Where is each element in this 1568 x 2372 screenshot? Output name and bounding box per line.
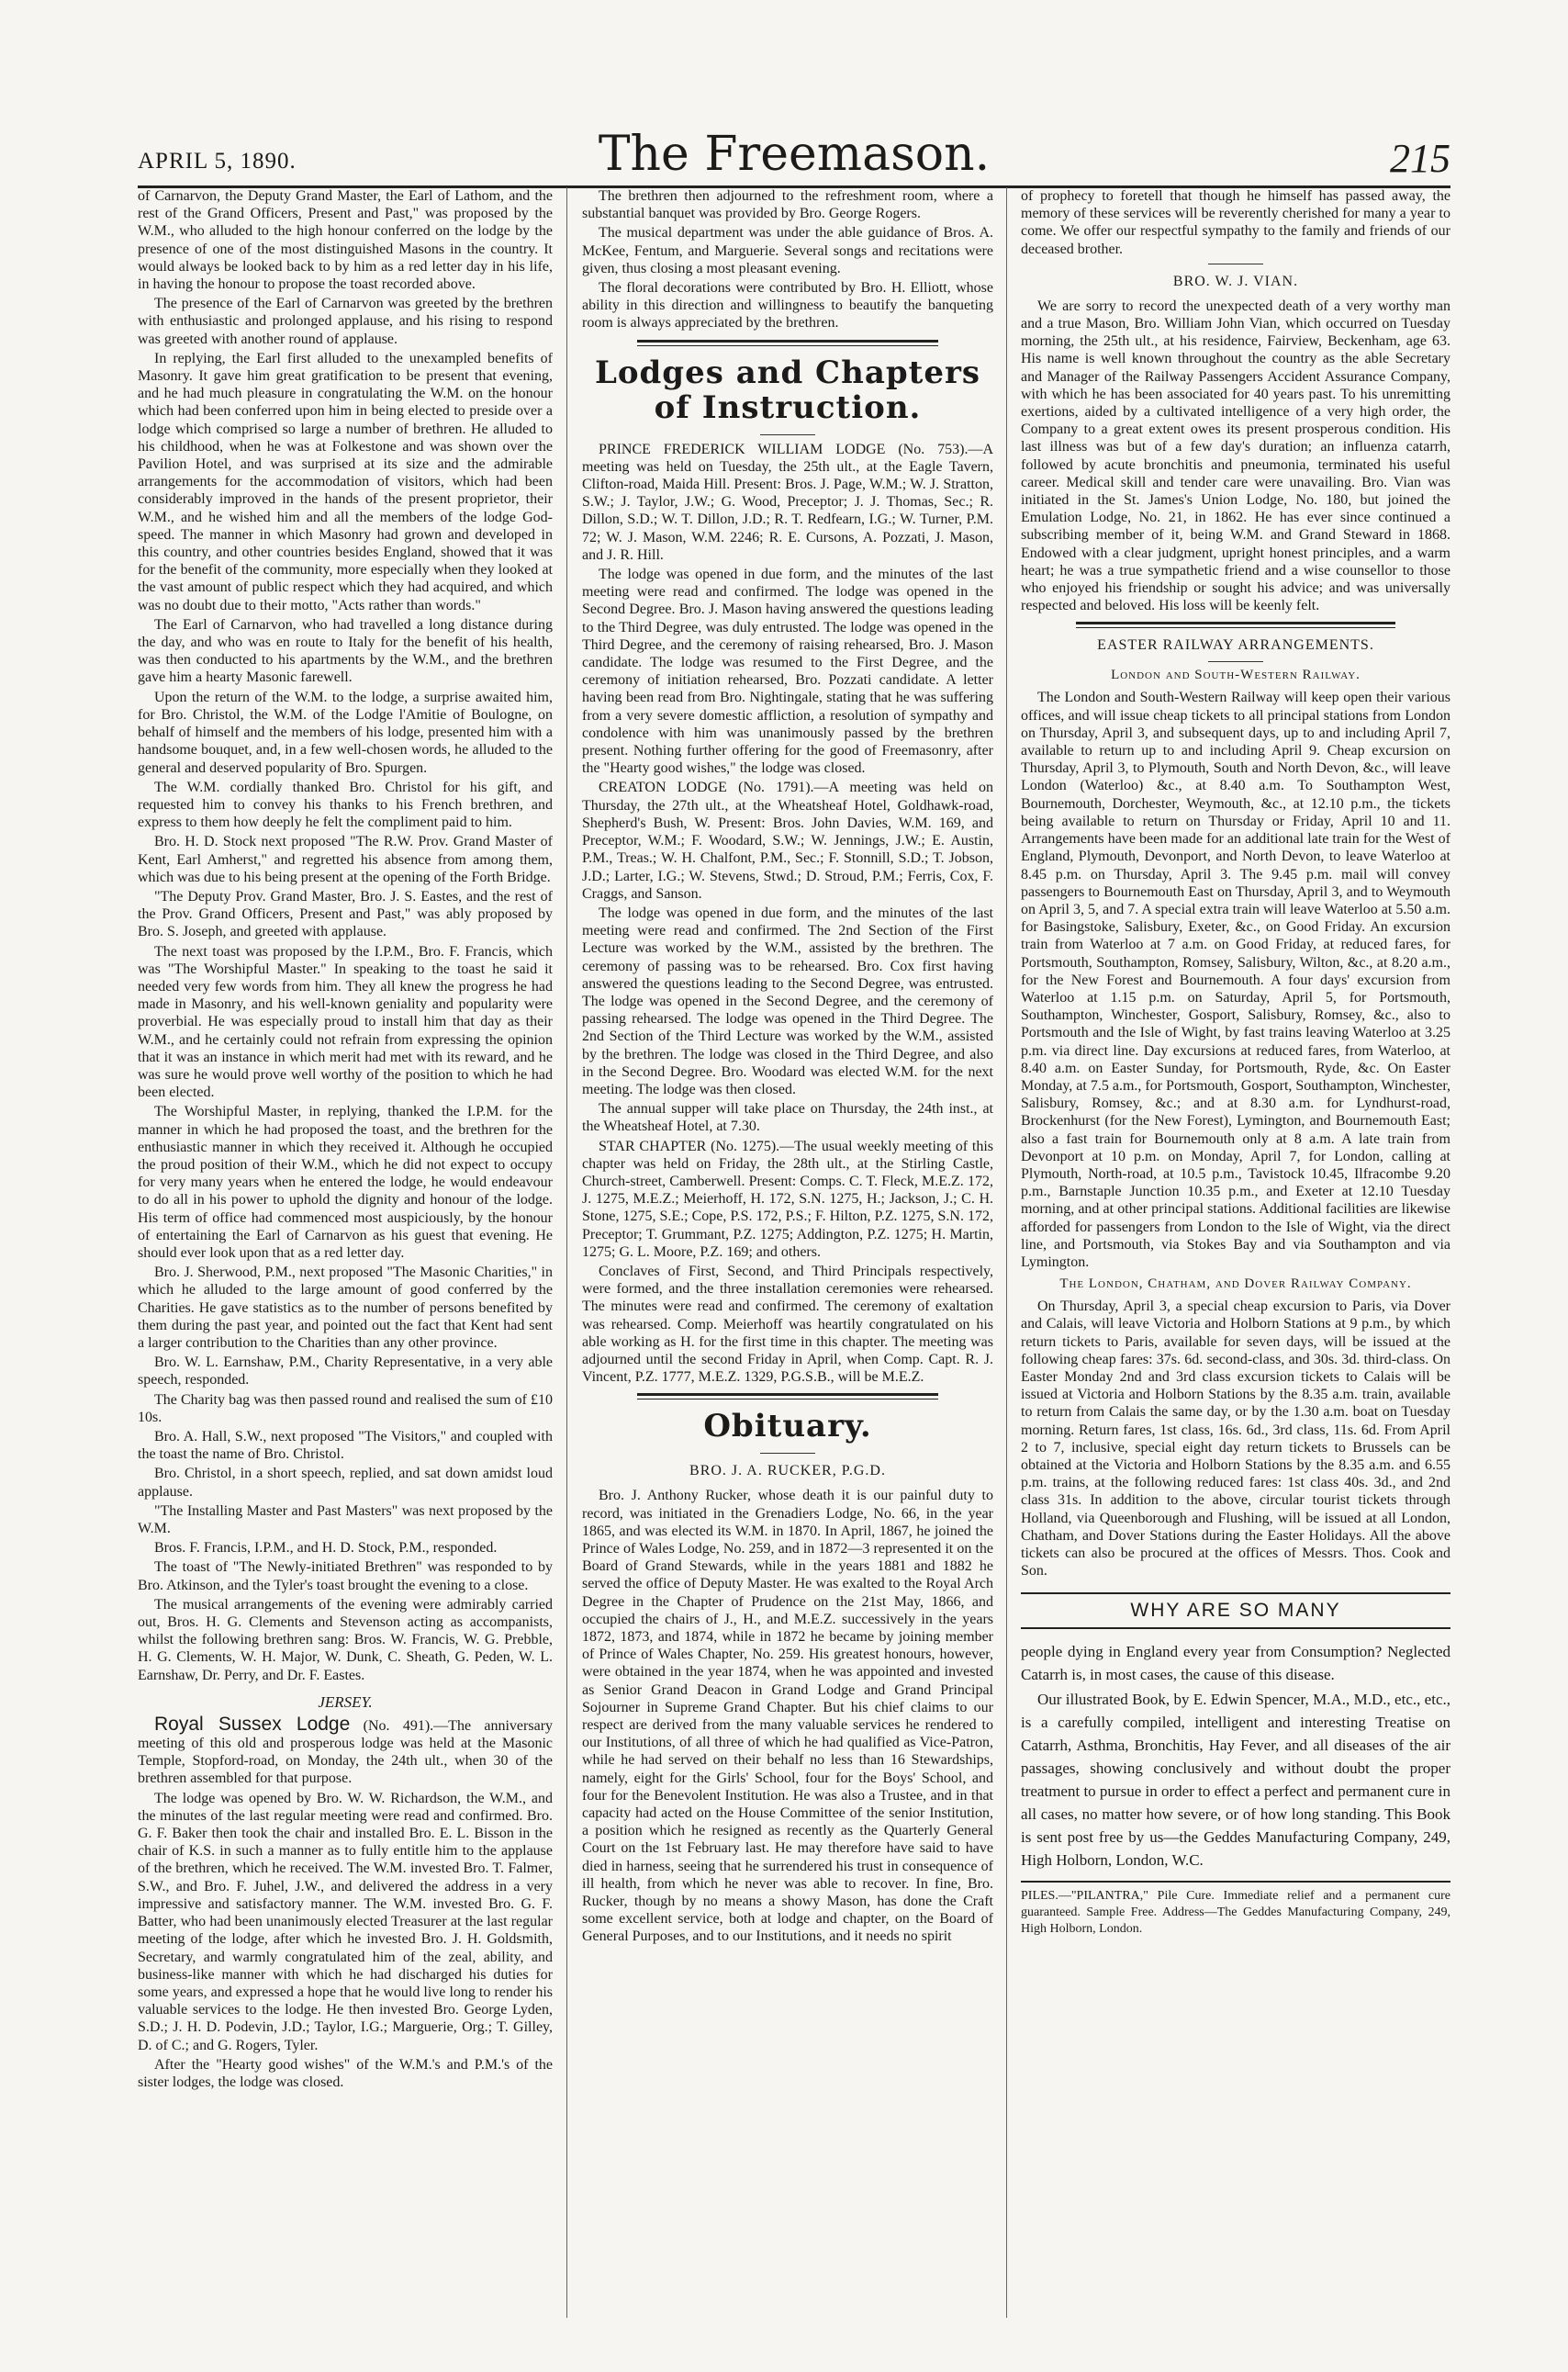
advertisement-paragraph: Our illustrated Book, by E. Edwin Spencer, M.A., M.D., etc., etc., is a carefully compiled, intelligent and interesting Treatise on Catarrh, Asthma, Bronchitis, Hay Fever, and all diseases of the air passages, showing conclusively and without doubt the proper treatment to pursue in order to effect a perfect and permanent cure in all cases, no matter how severe, or of how long standing. This Book is sent post free by us—the Geddes Manufacturing Company, 249, High Holborn, London, W.C. — [1021, 1691, 1450, 1870]
railway-subheading: London and South-Western Railway. — [1111, 668, 1361, 683]
article-paragraph: In replying, the Earl first alluded to the unexampled benefits of Masonry. It gave him great gratification to be present that evening, and he had much pleasure in congratulating the W.M. on the honour which had been conferred upon him in being elected to preside over a lodge which comprised so large a number of brethren. He alluded to his childhood, when he was at Folkestone and was shown over the Pavilion Hotel, and was surprised at its size and the admirable arrangements for the accommodation of visitors, which had been considerably improved in the hands of the present proprietor, their W.M., and he wished him and all the members of the lodge God-speed. The manner in which Masonry had grown and developed in this country, and other countries besides England, showed that it was for the benefit of the community, more especially when they looked at the vast amount of public respect which they had acquired, and which was no doubt due to their motto, "Acts rather than words." — [138, 350, 553, 613]
article-paragraph: PRINCE FREDERICK WILLIAM LODGE (No. 753).—A meeting was held on Tuesday, the 25th ult., at the Eagle Tavern, Clifton-road, Maida Hill. Present: Bros. J. Page, W.M.; W. J. Stratton, S.W.; J. Taylor, J.W.; G. Wood, Preceptor; J. J. Thomas, Sec.; R. Dillon, S.D.; W. T. Dillon, J.D.; R. T. Redfearn, I.G.; W. Turner, P.M. 72; W. J. Mason, W.M. 2246; R. E. Cursons, A. Pozzati, J. Mason, and J. R. Hill. — [582, 441, 993, 563]
article-paragraph: Conclaves of First, Second, and Third Principals respectively, were formed, and the three installation ceremonies were rehearsed. The minutes were read and confirmed. The ceremony of exaltation was rehearsed. Comp. Meierhoff was heartily congratulated on his able working as H. for the first time in this chapter. The meeting was adjourned until the second Friday in April, when Comp. Capt. R. J. Vincent, P.Z. 1777, M.E.Z. 1329, P.G.S.B., will be M.E.Z. — [582, 1263, 993, 1386]
article-paragraph: The lodge was opened by Bro. W. W. Richardson, the W.M., and the minutes of the last regular meeting were read and confirmed. Bro. G. F. Baker then took the chair and installed Bro. E. L. Bisson in the chair of K.S. in such a manner as to fully entitle him to the applause of the brethren, which he received. The W.M. invested Bro. T. Falmer, S.W., and Bro. F. Juhel, J.W., and delivered the address in a very impressive and satisfactory manner. The W.M. invested Bro. G. F. Batter, who had been unanimously elected Treasurer at the last regular meeting of the lodge, after which he invested Bro. J. H. Goldsmith, Secretary, and warmly congratulated him of the zeal, ability, and business-like manner with which he had discharged his duties for some years, and expressed a hope that he would live long to render his valuable services to the lodge. He then invested Bro. George Lyden, S.D.; J. H. D. Podevin, J.D.; Taylor, I.G.; Marguerie, Org.; T. Gilley, D. of C.; and G. Rogers, Tyler. — [138, 1790, 553, 2053]
article-paragraph: The lodge was opened in due form, and the minutes of the last meeting were read and confirmed. The lodge was opened in the Second Degree. Bro. J. Mason having answered the questions leading to the Third Degree, was duly entrusted. The lodge was opened in the Third Degree, and the ceremony of raising rehearsed, Bro. J. Mason candidate. The lodge was resumed to the First Degree, and the ceremony of initiation rehearsed, Bro. Pozzati candidate. A letter having been read from Bro. Nightingale, stating that he was suffering from a very severe domestic affliction, a resolution of sympathy and condolence with him was unanimously passed by the brethren present. Nothing further offering for the good of Freemasonry, after the "Hearty good wishes," the lodge was closed. — [582, 567, 993, 777]
masthead — [138, 107, 1450, 188]
article-paragraph: Bros. F. Francis, I.P.M., and H. D. Stock, P.M., responded. — [154, 1540, 498, 1557]
column-divider — [1006, 187, 1007, 2318]
lodge-name: Royal Sussex Lodge — [154, 1713, 351, 1735]
section-rule — [637, 340, 938, 346]
article-paragraph: STAR CHAPTER (No. 1275).—The usual weekly meeting of this chapter was held on Friday, the 28th ult., at the Stirling Castle, Church-street, Camberwell. Present: Comps. C. T. Fleck, M.E.Z. 172, J. 1275, M.E.Z.; Meierhoff, H. 172, S.N. 1275, H.; Jackson, J.; C. H. Stone, 1275, S.E.; Cope, P.S. 172, P.S.; F. Hilton, P.Z. 1275, S.N. 172, Preceptor; T. Grummant, P.Z. 1275; Addington, P.Z. 1275; H. Martin, 1275; G. L. Moore, P.Z. 169; and others. — [582, 1138, 993, 1260]
advertisement-body — [1021, 1640, 1450, 1872]
article-paragraph: The next toast was proposed by the I.P.M., Bro. F. Francis, which was "The Worshipful Master." In speaking to the toast he said it needed very few words from him. They all knew the progress he had made in Masonry, and his well-known geniality and popularity were proverbial. He was especially proud to install him that day as their W.M., and he certainly could not refrain from expressing the opinion that it was an instance in which merit had met with its reward, and he was sure he would prove well worthy of the position to which he had been elected. — [138, 943, 553, 1101]
article-paragraph: After the "Hearty good wishes" of the W.M.'s and P.M.'s of the sister lodges, the lodge was closed. — [138, 2056, 553, 2090]
lodge-intro: (No. 491).—The anniversary meeting of this old and prosperous lodge was held at the Masonic Temple, Stopford-road, on Monday, the 24th ult., when 30 of the brethren assembled for that purpose. — [138, 1717, 553, 1787]
issue-date: APRIL 5, 1890. — [138, 149, 297, 174]
section-heading-jersey: JERSEY. — [318, 1692, 373, 1711]
article-paragraph: Bro. H. D. Stock next proposed "The R.W. Prov. Grand Master of Kent, Earl Amherst," and regretted his absence from among them, which was due to his being present at the opening of the Forth Bridge. — [138, 834, 553, 885]
article-paragraph: We are sorry to record the unexpected death of a very worthy man and a true Mason, Bro. William John Vian, which occurred on Tuesday morning, the 25th ult., at his residence, Fairview, Beckenham, age 63. His name is well known throughout the country as the able Secretary and Manager of the Railway Passengers Accident Assurance Company, with which he has been associated for 40 years past. To his unremitting exertions, aided by a cultivated intelligence of a very high order, the Company to a great extent owes its present prosperous condition. His last illness was but of a few day's duration; an influenza catarrh, followed by acute bronchitis and pneumonia, terminated his useful career. Medical skill and tender care were unavailing. Bro. Vian was initiated in the St. James's Union Lodge, No. 180, but joined the Emulation Lodge, No. 21, in 1862. He has ever since continued a subscribing member of it, being W.M. and Grand Steward in 1868. Endowed with a clear judgment, upright honest principles, and a warm heart; he was a true sympathetic friend and a wise counsellor to those who enjoyed his friendship or sought his advice; and was universally respected and beloved. His loss will be keenly felt. — [1021, 298, 1450, 614]
section-heading-easter: EASTER RAILWAY ARRANGEMENTS. — [1097, 637, 1374, 654]
article-paragraph: Bro. Christol, in a short speech, replied, and sat down amidst loud applause. — [138, 1466, 553, 1500]
section-rule — [1076, 622, 1395, 628]
advertisement-heading: WHY ARE SO MANY — [1021, 1592, 1450, 1629]
column-3 — [1021, 187, 1450, 2336]
article-paragraph: The W.M. cordially thanked Bro. Christol for his gift, and requested him to convey his thanks to his French brethren, and express to them how deeply he felt the compliment paid to him. — [138, 779, 553, 831]
article-paragraph: Bro. J. Sherwood, P.M., next proposed "The Masonic Charities," in which he alluded to the large amount of good conferred by the Charities. He gave statistics as to the number of persons benefited by them during the past year, and pointed out the fact that Kent had sent a larger contribution to the Charities than any other province. — [138, 1265, 553, 1351]
article-paragraph: Bro. W. L. Earnshaw, P.M., Charity Representative, in a very able speech, responded. — [138, 1355, 553, 1388]
article-paragraph: The Worshipful Master, in replying, thanked the I.P.M. for the manner in which he had proposed the toast, and the brethren for the enthusiastic manner in which they received it. Although he occupied the proud position of their W.M., which he did not expect to occupy for very many years when he entered the lodge, he would endeavour to do all in his power to uphold the dignity and honour of the lodge. His term of office had commenced most auspiciously, by the honour of entertaining the Earl of Carnarvon as his guest that evening. He should ever look upon that as a red letter day. — [138, 1104, 553, 1261]
article-paragraph: Upon the return of the W.M. to the lodge, a surprise awaited him, for Bro. Christol, the W.M. of the Lodge l'Amitie of Boulogne, on behalf of himself and the members of his lodge, presented him with a handsome bouquet, and, in a few well-chosen words, he alluded to the general and deserved popularity of Bro. Spurgen. — [138, 689, 553, 776]
article-paragraph: The floral decorations were contributed by Bro. H. Elliott, whose ability in this direction and willingness to beautify the banqueting room is always appreciated by the brethren. — [582, 280, 993, 332]
page-number: 215 — [1390, 136, 1450, 181]
advertisement-paragraph: people dying in England every year from Consumption? Neglected Catarrh is, in most cases, the cause of this disease. — [1021, 1643, 1450, 1684]
short-rule — [1208, 661, 1263, 662]
article-paragraph: "The Installing Master and Past Masters" was next proposed by the W.M. — [138, 1502, 553, 1537]
railway-subheading: The London, Chatham, and Dover Railway Company. — [1059, 1276, 1412, 1292]
article-paragraph: The London and South-Western Railway will keep open their various offices, and will issue cheap tickets to all principal stations from London on Thursday, April 3, and subsequent days, up to and including April 7, available to return up to and including April 9. Cheap excursion on Thursday, April 3, to Plymouth, South and North Devon, &c., will leave London (Waterloo) &c., at 8.40 a.m. To Southampton West, Bournemouth, Dorchester, Weymouth, &c., at 12.10 p.m., the tickets being available to return on Thursday or Friday, April 10 and 11. Arrangements have been made for an additional late train for the West of England, Plymouth, Devonport, and North Devon, to leave Waterloo at 8.45 p.m. on Thursday, April 3. The 9.45 p.m. mail will convey passengers to Bournemouth East on Thursday, April 3, and to Weymouth on April 3, 5, and 7. A special extra train will leave Waterloo at 5.50 a.m. for Basingstoke, Salisbury, Exeter, &c., on Good Friday. An excursion train from Waterloo at 7 a.m. on Good Friday, at reduced fares, for Portsmouth, Southampton, Romsey, Salisbury, Wilton, &c., at 8.20 a.m., for the New Forest and Bournemouth. A four days' excursion from Waterloo at 1.15 p.m. on Saturday, April 5, for Portsmouth, Southampton, Winchester, Gosport, Salisbury, Romsey, &c., also to Portsmouth and the Isle of Wight, by fast trains leaving Waterloo at 3.25 p.m. via direct line. Day excursions at reduced fares, from Waterloo, at 8.40 a.m. on Easter Sunday, for Portsmouth, Ryde, &c. On Easter Monday, at 7.5 a.m., for Portsmouth, Gosport, Southampton, Winchester, Salisbury, Romsey, &c.; and at 8.30 a.m. for Lyndhurst-road, Brockenhurst (for the New Forest), Lymington, and Bournemouth East; also a fast train for Bournemouth only at 8 a.m. A late train from Devonport at 10 p.m. on Monday, April 7, for London, calling at Plymouth, North-road, at 10.5 p.m., Tavistock 10.45, Ilfracombe 9.20 p.m., Barnstaple Junction 10.35 p.m., and Exeter at 12.10 Tuesday morning, and at other principal stations. Additional facilities are likewise afforded for passengers from London to the Isle of Wight, via the direct line, and Portsmouth, via Stokes Bay and via Southampton and via Lymington. — [1021, 690, 1450, 1270]
article-paragraph: The toast of "The Newly-initiated Brethren" was responded to by Bro. Atkinson, and the Tyler's toast brought the evening to a close. — [138, 1559, 553, 1593]
section-heading-lodges: Lodges and Chapters of Instruction. — [594, 354, 981, 426]
article-paragraph: "The Deputy Prov. Grand Master, Bro. J. S. Eastes, and the rest of the Prov. Grand Officers, Present and Past," was ably proposed by Bro. S. Joseph, and greeted with applause. — [138, 888, 553, 940]
short-rule — [760, 1453, 815, 1454]
article-paragraph: The Earl of Carnarvon, who had travelled a long distance during the day, and who was en route to Italy for the benefit of his health, was then conducted to his apartments by the W.M., and the brethren gave him a hearty Masonic farewell. — [138, 616, 553, 686]
section-heading-obituary: Obituary. — [703, 1408, 872, 1445]
article-paragraph — [138, 1715, 553, 1788]
obituary-subheading: BRO. W. J. VIAN. — [1172, 273, 1299, 289]
newspaper-title: The Freemason. — [598, 127, 991, 182]
article-paragraph: The presence of the Earl of Carnarvon was greeted by the brethren with enthusiastic and prolonged applause, and his rising to respond was greeted with another round of applause. — [138, 296, 553, 347]
article-paragraph: Bro. J. Anthony Rucker, whose death it is our painful duty to record, was initiated in the Grenadiers Lodge, No. 66, in the year 1865, and was elected its W.M. in 1870. In April, 1867, he joined the Prince of Wales Lodge, No. 259, and in 1872—3 represented it on the Board of Grand Stewards, while in the years 1881 and 1882 he served the office of Deputy Master. He was exalted to the Royal Arch Degree in the Chapter of Prudence on the 21st May, 1866, and occupied the chairs of J., H., and M.E.Z. successively in the years 1872, 1873, and 1874, while in 1872 he became by joining member of Prince of Wales Chapter, No. 259. His greatest honours, however, were obtained in the year 1874, when he was appointed and invested as Senior Grand Deacon in Grand Lodge and Grand Principal Sojourner in Supreme Grand Chapter. But his chief claims to our respect are derived from the many valuable services he rendered to our Institutions, of all three of which he had qualified as Vice-Patron, while he had served on their behalf no less than 16 Stewardships, namely, eight for the Girls' School, four for the Boys' School, and four for the Benevolent Institution. He was also a Trustee, and in that capacity had acted on the House Committee of the senior Institution, a position which he resigned as recently as the Quarterly General Court on the 1st February last. He may therefore have said to have died in harness, seeing that he surrendered his trust in consequence of ill health, from which he never was able to recover. In fine, Bro. Rucker, though by no means a showy Mason, has done the Craft some excellent service, both at lodge and chapter, on the Board of General Purposes, and to our Institutions, and it needs no spirit — [582, 1488, 993, 1945]
column-1 — [138, 187, 553, 2336]
article-paragraph: On Thursday, April 3, a special cheap excursion to Paris, via Dover and Calais, will leave Victoria and Holborn Stations at 9 p.m., by which return tickets to Paris, available for seven days, will be issued at the following cheap fares: 37s. 6d. second-class, and 30s. 3d. third-class. On Easter Monday 2nd and 3rd class excursion tickets to Calais will be issued at Victoria and Holborn Stations by the 8.35 a.m. train, available to return from Calais the same day, or by the 1.30 a.m. boat on Tuesday morning. Return fares, 1st class, 16s. 6d., 3rd class, 11s. 6d. From April 2 to 7, inclusive, special eight day return tickets to Brussels can be obtained at the Victoria and Holborn Stations by the 8.35 a.m. and 6.55 p.m. trains, at the following reduced fares: 1st class 40s. 3d., and 2nd class 31s. In addition to the above, circular tourist tickets through Holland, via Queenborough and Flushing, will be issued at all London, Chatham, and Dover Stations during the Easter Holidays. All the above tickets can also be procured at the offices of Messrs. Thos. Cook and Son. — [1021, 1298, 1450, 1579]
article-paragraph: Bro. A. Hall, S.W., next proposed "The Visitors," and coupled with the toast the name of Bro. Christol. — [138, 1429, 553, 1463]
section-rule — [637, 1393, 938, 1400]
article-paragraph: The annual supper will take place on Thursday, the 24th inst., at the Wheatsheaf Hotel, at 7.30. — [582, 1101, 993, 1135]
column-2 — [582, 187, 993, 2336]
article-paragraph: CREATON LODGE (No. 1791).—A meeting was held on Thursday, the 27th ult., at the Wheatsheaf Hotel, Goldhawk-road, Shepherd's Bush, W. Present: Bros. John Davies, W.M. 169, and Preceptor, W.M.; F. Woodard, S.W.; W. Jennings, J.W.; E. Austin, P.M., Treas.; W. H. Chalfont, P.M., Sec.; F. Stonnill, S.D.; T. Jobson, J.D.; Larter, I.G.; W. Stevens, Stwd.; D. Stroud, P.M.; Ferris, Cox, F. Craggs, and Sanson. — [582, 780, 993, 902]
article-paragraph: The musical department was under the able guidance of Bros. A. McKee, Fentum, and Marguerie. Several songs and recitations were given, thus closing a most pleasant evening. — [582, 225, 993, 276]
article-paragraph: of Carnarvon, the Deputy Grand Master, the Earl of Lathom, and the rest of the Grand Officers, Present and Past," was proposed by the W.M., who alluded to the high honour conferred on the lodge by the presence of one of the most distinguished Masons in the country. It would always be looked back to by him as a red letter day in his life, in having the honour to propose the toast recorded above. — [138, 188, 553, 293]
article-paragraph: The Charity bag was then passed round and realised the sum of £10 10s. — [138, 1391, 553, 1425]
advertisement — [1021, 1592, 1450, 1938]
short-rule — [760, 434, 815, 435]
column-divider — [566, 187, 567, 2318]
article-paragraph: of prophecy to foretell that though he himself has passed away, the memory of these services will be reverently cherished for many a year to come. We offer our respectful sympathy to the family and friends of our deceased brother. — [1021, 188, 1450, 257]
article-paragraph: The brethren then adjourned to the refreshment room, where a substantial banquet was provided by Bro. George Rogers. — [582, 188, 993, 222]
piles-advertisement: PILES.—"PILANTRA," Pile Cure. Immediate relief and a permanent cure guaranteed. Sample Free. Address—The Geddes Manufacturing Company, 249, High Holborn, London. — [1021, 1881, 1450, 1938]
obituary-subheading: BRO. J. A. RUCKER, P.G.D. — [689, 1463, 886, 1479]
article-paragraph: The musical arrangements of the evening were admirably carried out, Bros. H. G. Clements and Stevenson acting as accompanists, whilst the following brethren sang: Bros. W. Francis, W. G. Prebble, H. G. Clements, W. H. Major, W. Dunk, C. Sheath, G. Peden, W. L. Earnshaw, Dr. Perry, and Dr. F. Eastes. — [138, 1596, 553, 1683]
article-paragraph: The lodge was opened in due form, and the minutes of the last meeting were read and confirmed. The 2nd Section of the First Lecture was worked by the W.M., assisted by the brethren. The ceremony of passing was to be rehearsed. Bro. Cox first having answered the questions leading to the Second Degree, was entrusted. The lodge was opened in the Second Degree, and the ceremony of passing rehearsed. The lodge was opened in the Third Degree. The 2nd Section of the Third Lecture was worked by the W.M., assisted by the brethren. The lodge was closed in the Third Degree, and also in the Second Degree. Bro. Woodard was elected W.M. for the next meeting. The lodge was then closed. — [582, 905, 993, 1097]
